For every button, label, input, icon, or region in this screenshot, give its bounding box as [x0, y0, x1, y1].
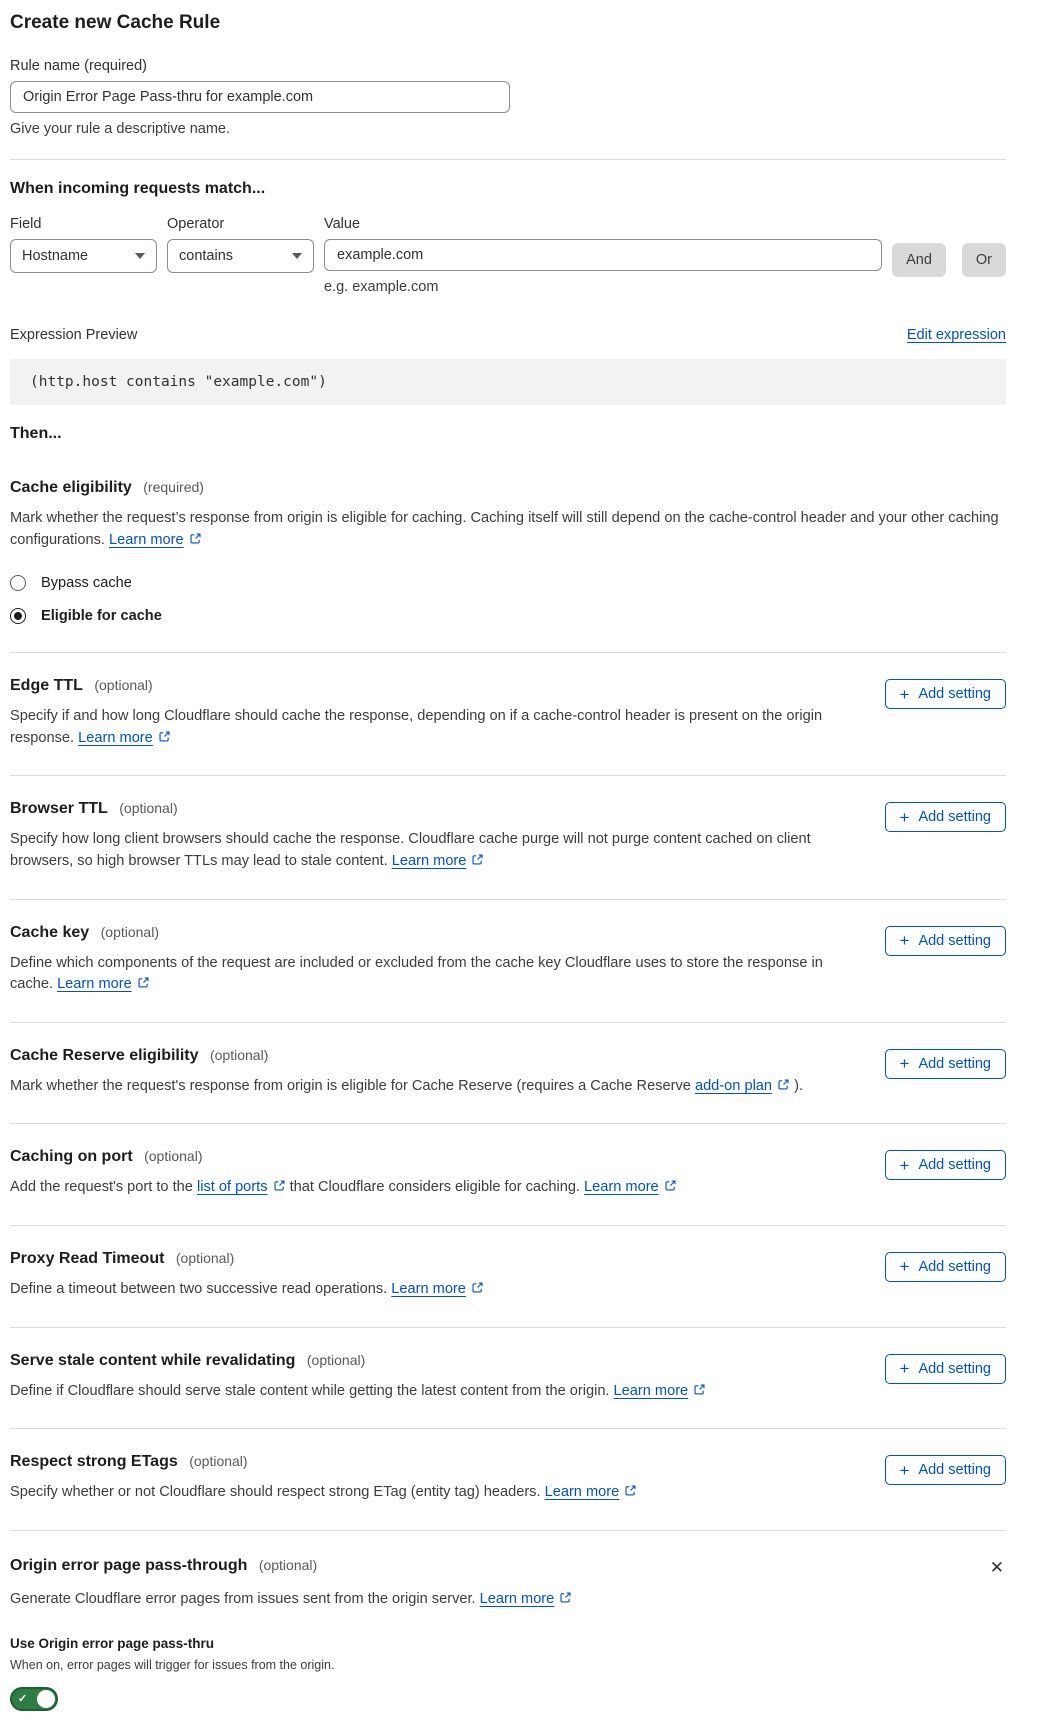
edit-expression-link[interactable]: Edit expression	[906, 327, 1006, 343]
description-text: Define a timeout between two successive read operations.	[10, 1280, 392, 1297]
setting-section	[10, 1123, 1006, 1225]
radio-unselected-icon	[10, 575, 26, 591]
setting-section	[10, 899, 1006, 1022]
description-text: Specify how long client browsers should cache the response. Cloudflare cache purge will not purge content cached on client browsers, so high browser TTLs may lead to stale content.	[10, 831, 811, 869]
toggle-label: Use Origin error page pass-thru	[10, 1636, 215, 1652]
setting-section	[10, 1327, 1006, 1429]
field-select[interactable]	[10, 239, 157, 273]
section-tag: (optional)	[94, 677, 153, 694]
origin-card-description	[10, 1589, 1006, 1611]
section-title: Caching on port	[10, 1148, 133, 1166]
external-link-icon	[777, 1078, 790, 1091]
learn-more-link[interactable]: Learn more	[391, 852, 467, 869]
external-link-icon	[624, 1484, 637, 1497]
external-link-icon	[471, 853, 484, 866]
close-icon[interactable]: ✕	[989, 1557, 1004, 1577]
description-text: Define which components of the request are included or excluded from the cache key Cloudflare uses to store the response in cache.	[10, 954, 823, 993]
operator-select[interactable]	[167, 239, 314, 273]
or-button[interactable]: Or	[962, 243, 1006, 277]
section-title: Proxy Read Timeout	[10, 1249, 165, 1267]
add-setting-button[interactable]	[885, 926, 1007, 956]
section-tag: (optional)	[175, 1249, 235, 1266]
and-button[interactable]: And	[892, 243, 946, 277]
add-setting-label: Add setting	[918, 1360, 991, 1377]
description-text: Specify whether or not Cloudflare should respect strong ETag (entity tag) headers.	[10, 1484, 545, 1501]
description-text: Generate Cloudflare error pages from issues sent from the origin server.	[10, 1590, 480, 1607]
add-setting-label: Add setting	[918, 809, 991, 826]
add-setting-button[interactable]	[885, 1049, 1007, 1079]
plus-icon: +	[899, 1257, 910, 1277]
cache-eligibility-tag: (required)	[143, 479, 204, 495]
section-tag: (optional)	[100, 923, 159, 940]
then-heading: Then...	[10, 425, 62, 442]
radio-selected-icon	[10, 608, 26, 624]
setting-section	[10, 1428, 1006, 1530]
external-link-icon	[158, 730, 171, 743]
match-heading: When incoming requests match...	[10, 180, 266, 197]
learn-more-link[interactable]: list of ports	[196, 1179, 268, 1196]
external-link-icon	[273, 1179, 286, 1192]
setting-section	[10, 1022, 1006, 1124]
description-text: ).	[790, 1077, 804, 1094]
add-setting-button[interactable]	[885, 679, 1007, 709]
plus-icon: +	[899, 1460, 910, 1480]
expression-preview-label: Expression Preview	[10, 327, 138, 343]
radio-option[interactable]	[10, 608, 162, 624]
learn-more-link[interactable]: Learn more	[613, 1382, 689, 1399]
external-link-icon	[693, 1383, 706, 1396]
plus-icon: +	[899, 807, 910, 827]
plus-icon: +	[899, 684, 910, 704]
chevron-down-icon	[292, 253, 302, 259]
add-setting-button[interactable]	[885, 1354, 1007, 1384]
plus-icon: +	[899, 1054, 910, 1074]
section-description	[10, 829, 838, 872]
section-tag: (optional)	[119, 800, 178, 817]
origin-pass-thru-toggle[interactable]	[10, 1687, 58, 1711]
add-setting-button[interactable]	[885, 802, 1007, 832]
add-setting-label: Add setting	[918, 1258, 991, 1275]
setting-section	[10, 1225, 1006, 1327]
description-text: Mark whether the request's response from origin is eligible for Cache Reserve (requires a Cache Reserve	[10, 1077, 695, 1094]
description-text: Mark whether the request’s response from origin is eligible for caching. Caching itself will still depend on the cache-control header and your other caching configurations.	[10, 510, 999, 548]
match-expression-row	[10, 216, 1006, 295]
description-text: Define if Cloudflare should serve stale content while getting the latest content from the origin.	[10, 1382, 614, 1399]
add-setting-button[interactable]	[885, 1150, 1007, 1180]
add-setting-label: Add setting	[918, 1157, 991, 1174]
external-link-icon	[559, 1591, 572, 1604]
learn-more-link[interactable]: Learn more	[479, 1590, 555, 1607]
description-text: that Cloudflare considers eligible for caching.	[285, 1179, 585, 1196]
toggle-help: When on, error pages will trigger for issues from the origin.	[10, 1658, 335, 1673]
section-description	[10, 1177, 677, 1199]
origin-card-title: Origin error page pass-through	[10, 1556, 248, 1574]
section-tag: (optional)	[306, 1351, 366, 1368]
section-description	[10, 1482, 637, 1504]
external-link-icon	[664, 1179, 677, 1192]
section-tag: (optional)	[144, 1148, 203, 1165]
page-title: Create new Cache Rule	[10, 12, 221, 33]
radio-option-label: Eligible for cache	[41, 608, 162, 625]
cache-eligibility-description	[10, 508, 1006, 551]
rule-name-hint: Give your rule a descriptive name.	[10, 121, 231, 137]
field-select-value: Hostname	[22, 248, 89, 264]
origin-card-tag: (optional)	[258, 1556, 318, 1573]
external-link-icon	[471, 1281, 484, 1294]
check-icon: ✓	[18, 1692, 28, 1705]
description-text: Specify if and how long Cloudflare should cache the response, depending on if a cache-control header is present on the origin response.	[10, 708, 823, 746]
learn-more-link[interactable]: Learn more	[57, 976, 132, 993]
section-title: Cache Reserve eligibility	[10, 1046, 199, 1064]
section-tag: (optional)	[209, 1046, 269, 1063]
radio-option-label: Bypass cache	[41, 575, 132, 592]
section-title: Browser TTL	[10, 800, 108, 818]
add-setting-label: Add setting	[918, 1055, 991, 1072]
plus-icon: +	[899, 1359, 910, 1379]
rule-name-input[interactable]	[10, 81, 510, 113]
chevron-down-icon	[135, 253, 145, 259]
operator-label: Operator	[167, 216, 225, 232]
section-description	[10, 1279, 484, 1301]
external-link-icon	[189, 532, 202, 545]
add-setting-label: Add setting	[918, 932, 991, 949]
section-description	[10, 953, 838, 996]
cache-eligibility-title: Cache eligibility	[10, 479, 132, 496]
value-hint: e.g. example.com	[324, 279, 439, 295]
add-setting-button[interactable]	[885, 1455, 1007, 1485]
add-setting-label: Add setting	[918, 686, 991, 703]
expression-preview-code: (http.host contains "example.com")	[10, 359, 1006, 405]
add-setting-button[interactable]	[885, 1252, 1007, 1282]
add-setting-label: Add setting	[918, 1462, 991, 1479]
section-description	[10, 706, 838, 749]
learn-more-link[interactable]: Learn more	[78, 729, 153, 746]
value-input[interactable]	[324, 239, 882, 271]
setting-section	[10, 775, 1006, 898]
radio-option[interactable]	[10, 575, 132, 591]
external-link-icon	[137, 976, 150, 989]
field-label: Field	[10, 216, 42, 232]
section-description	[10, 1076, 803, 1098]
value-label: Value	[324, 216, 361, 232]
section-tag: (optional)	[189, 1453, 248, 1470]
rule-name-label: Rule name (required)	[10, 58, 148, 74]
plus-icon: +	[899, 1155, 910, 1175]
plus-icon: +	[899, 931, 910, 951]
section-title: Cache key	[10, 923, 90, 941]
learn-more-link[interactable]: Learn more	[584, 1179, 659, 1196]
section-description	[10, 1381, 706, 1403]
origin-error-page-card	[10, 1530, 1006, 1712]
divider	[10, 159, 1006, 160]
section-title: Edge TTL	[10, 677, 83, 695]
learn-more-link[interactable]: Learn more	[391, 1280, 466, 1297]
learn-more-link[interactable]: Learn more	[544, 1484, 620, 1501]
section-title: Respect strong ETags	[10, 1453, 178, 1471]
toggle-knob	[37, 1690, 55, 1708]
learn-more-link[interactable]: Learn more	[108, 531, 184, 548]
description-text: Add the request's port to the	[10, 1179, 197, 1196]
learn-more-link[interactable]: add-on plan	[694, 1077, 773, 1094]
operator-select-value: contains	[179, 248, 234, 264]
setting-section	[10, 652, 1006, 775]
cache-eligibility-section	[10, 479, 1006, 652]
section-title: Serve stale content while revalidating	[10, 1351, 296, 1369]
